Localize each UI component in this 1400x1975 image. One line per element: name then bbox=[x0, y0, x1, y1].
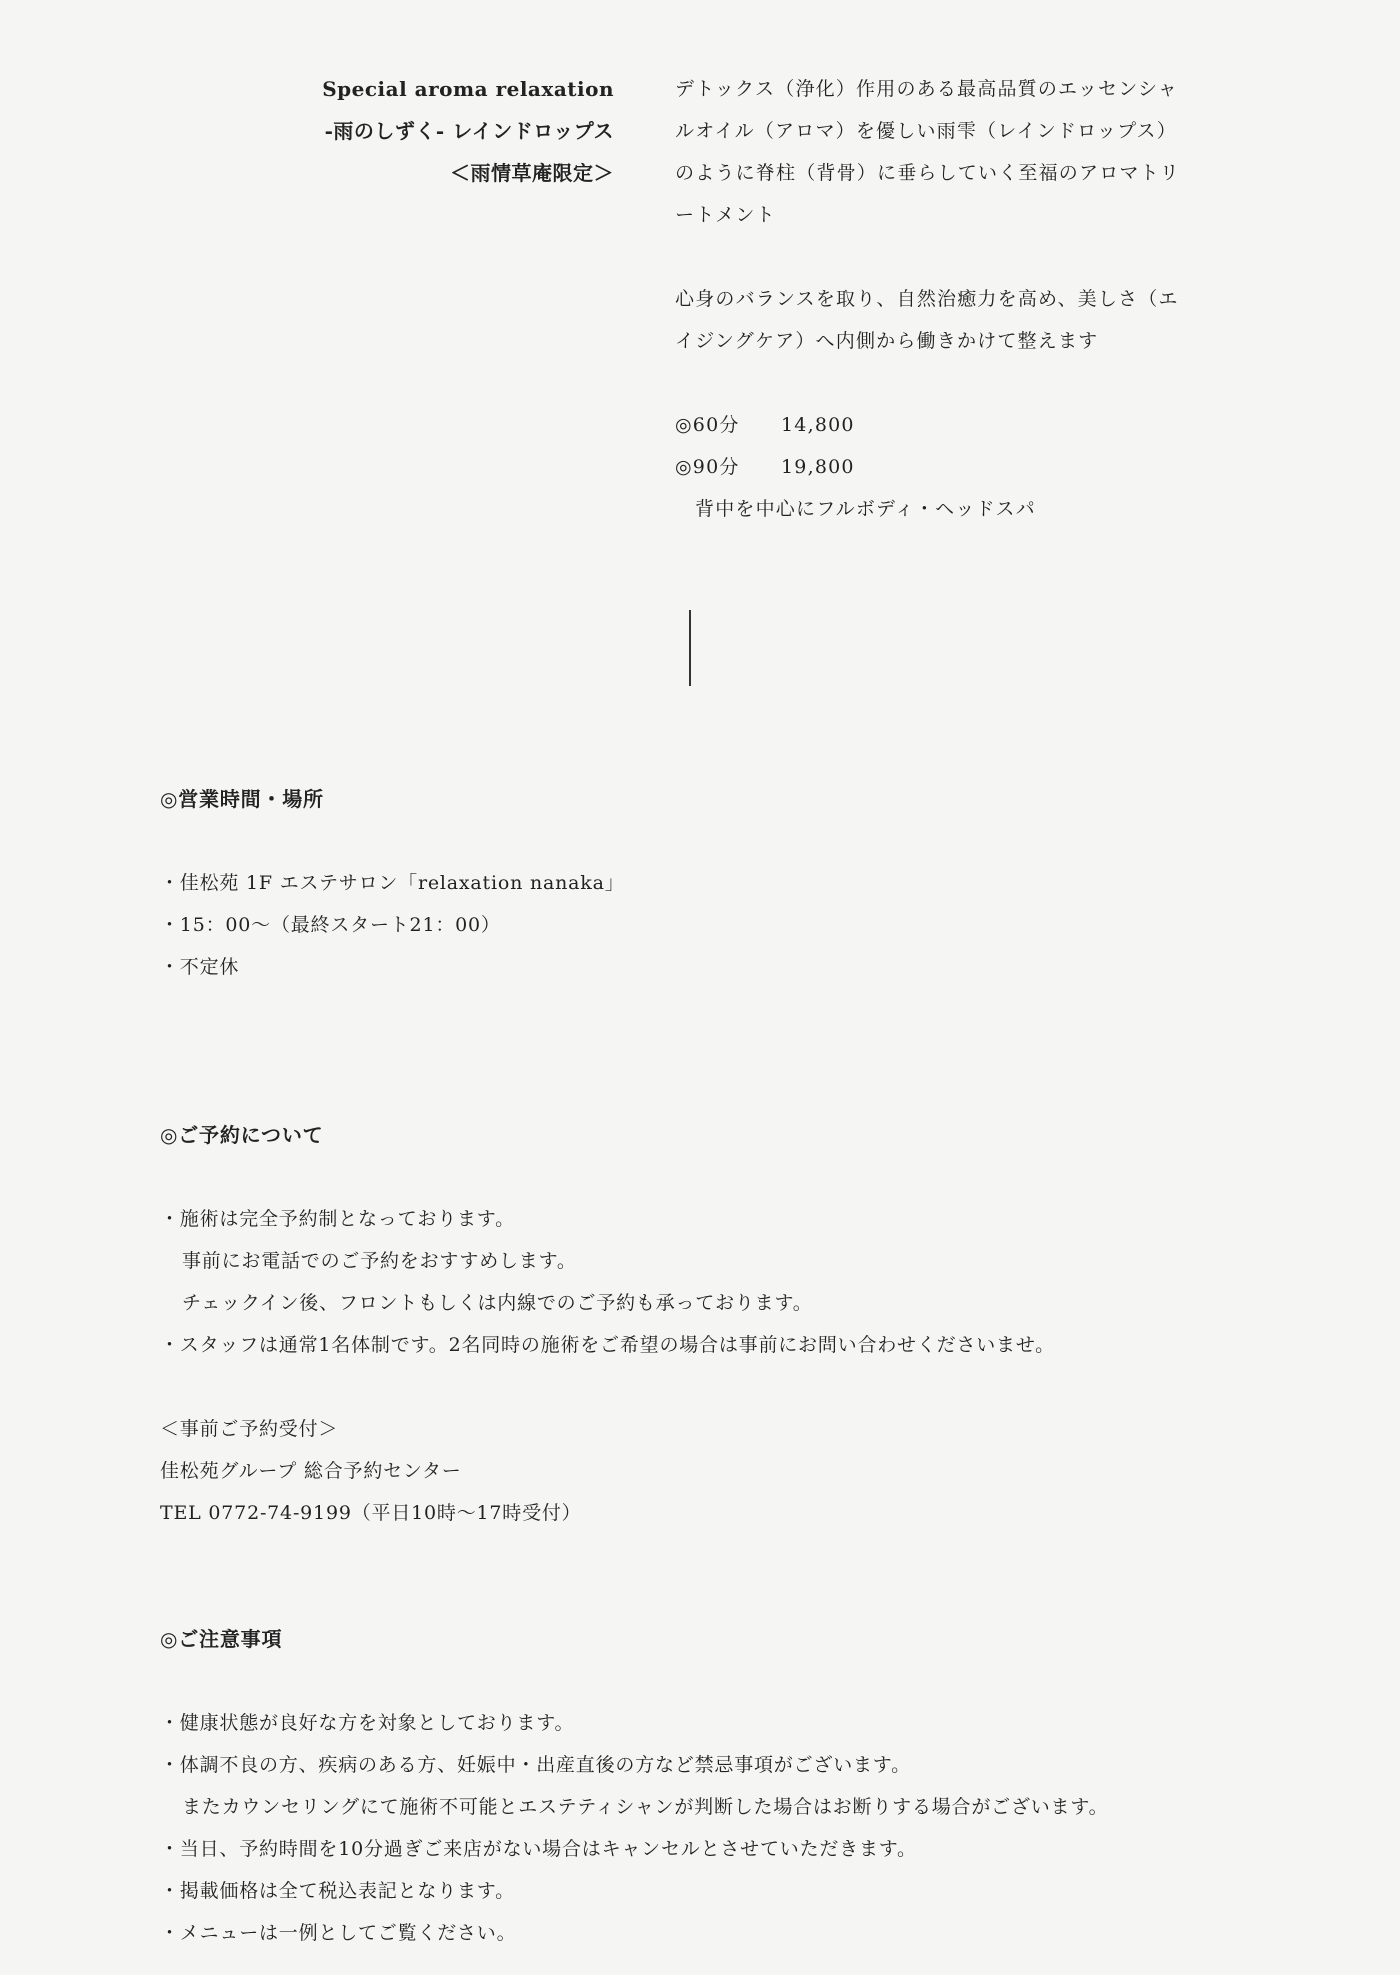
reservation-heading: ◎ご予約について bbox=[160, 1123, 324, 1147]
spacer bbox=[160, 820, 1260, 862]
price-note: 背中を中心にフルボディ・ヘッドスパ bbox=[695, 498, 1036, 520]
price-duration: ◎90分 bbox=[675, 456, 740, 478]
notes-item: ・掲載価格は全て税込表記となります。 bbox=[160, 1880, 515, 1902]
hours-item: ・佳松苑 1F エステサロン「relaxation nanaka」 bbox=[160, 872, 625, 894]
hours-heading: ◎営業時間・場所 bbox=[160, 787, 324, 811]
menu-title-japanese: -雨のしずく- レインドロップス bbox=[324, 119, 614, 143]
hours-section bbox=[160, 778, 1260, 988]
menu-description bbox=[675, 68, 1215, 530]
reservation-item: ・施術は完全予約制となっております。 bbox=[160, 1208, 515, 1230]
description-line: ートメント bbox=[675, 204, 776, 226]
description-line: デトックス（浄化）作用のある最高品質のエッセンシャ bbox=[675, 78, 1179, 100]
reservation-section bbox=[160, 1114, 1260, 1534]
price-value: 14,800 bbox=[781, 414, 855, 436]
spacer bbox=[675, 362, 1215, 404]
hours-item: ・不定休 bbox=[160, 956, 240, 978]
notes-section bbox=[160, 1618, 1260, 1954]
notes-heading: ◎ご注意事項 bbox=[160, 1627, 283, 1651]
price-row-90 bbox=[675, 446, 1215, 488]
vertical-divider bbox=[689, 610, 691, 686]
description-line: ルオイル（アロマ）を優しい雨雫（レインドロップス） bbox=[675, 120, 1177, 142]
menu-title-english: Special aroma relaxation bbox=[322, 77, 614, 101]
menu-title-limited: ＜雨情草庵限定＞ bbox=[450, 161, 614, 185]
reservation-item: ・スタッフは通常1名体制です。2名同時の施術をご希望の場合は事前にお問い合わせくださいませ。 bbox=[160, 1334, 1055, 1356]
notes-item: ・体調不良の方、疾病のある方、妊娠中・出産直後の方など禁忌事項がございます。 bbox=[160, 1754, 911, 1776]
spacer bbox=[675, 236, 1215, 278]
spacer bbox=[160, 1366, 1260, 1408]
spacer bbox=[160, 988, 1260, 1072]
spacer bbox=[160, 1156, 1260, 1198]
description-line: 心身のバランスを取り、自然治癒力を高め、美しさ（エ bbox=[675, 288, 1179, 310]
notes-item: またカウンセリングにて施術不可能とエステティシャンが判断した場合はお断りする場合がございます。 bbox=[182, 1796, 1109, 1818]
hours-item: ・15：00〜（最終スタート21：00） bbox=[160, 914, 501, 936]
notes-item: ・メニューは一例としてご覧ください。 bbox=[160, 1922, 517, 1944]
notes-item: ・当日、予約時間を10分過ぎご来店がない場合はキャンセルとさせていただきます。 bbox=[160, 1838, 917, 1860]
price-value: 19,800 bbox=[781, 456, 855, 478]
description-line: のように脊柱（背骨）に垂らしていく至福のアロマトリ bbox=[675, 162, 1181, 184]
spacer bbox=[160, 1576, 1260, 1618]
menu-title bbox=[322, 68, 614, 194]
reservation-tel: TEL 0772-74-9199（平日10時〜17時受付） bbox=[160, 1502, 582, 1524]
spacer bbox=[160, 1660, 1260, 1702]
reservation-item: チェックイン後、フロントもしくは内線でのご予約も承っております。 bbox=[182, 1292, 813, 1314]
price-duration: ◎60分 bbox=[675, 414, 740, 436]
price-row-60 bbox=[675, 404, 1215, 446]
reservation-item: 事前にお電話でのご予約をおすすめします。 bbox=[182, 1250, 577, 1272]
spacer bbox=[160, 1534, 1260, 1576]
notes-item: ・健康状態が良好な方を対象としております。 bbox=[160, 1712, 575, 1734]
reservation-center-name: 佳松苑グループ 総合予約センター bbox=[160, 1460, 462, 1482]
info-section bbox=[160, 778, 1260, 1954]
description-line: イジングケア）へ内側から働きかけて整えます bbox=[675, 330, 1099, 352]
spacer bbox=[160, 1072, 1260, 1114]
advance-reservation-heading: ＜事前ご予約受付＞ bbox=[160, 1418, 339, 1440]
